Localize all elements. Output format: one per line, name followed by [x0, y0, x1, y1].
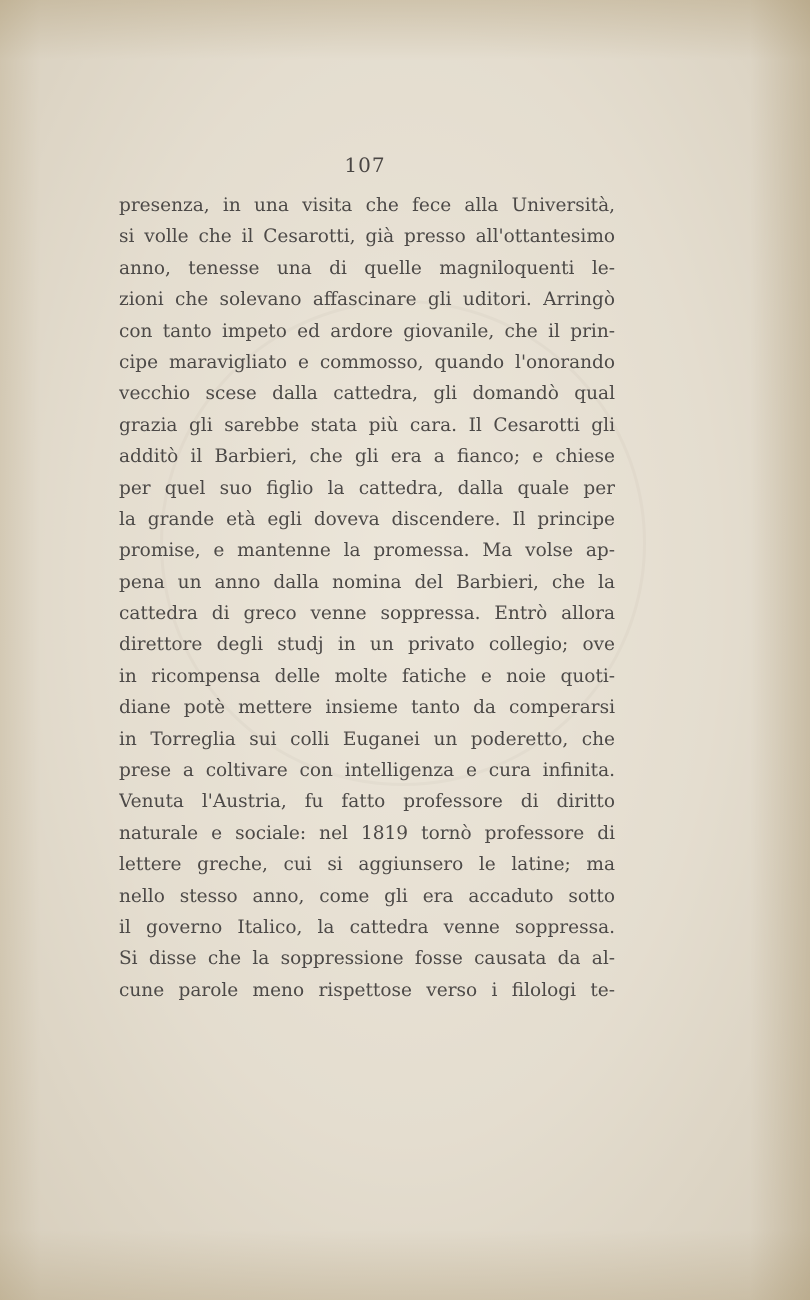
- text-line: il governo Italico, la cattedra venne soppressa.: [119, 916, 615, 938]
- text-line: zioni che solevano affascinare gli uditori. Arringò: [119, 289, 615, 311]
- aged-edge-bottom: [0, 1230, 810, 1300]
- text-line: Venuta l'Austria, fu fatto professore di diritto: [119, 791, 615, 813]
- aged-edge-left: [0, 0, 40, 1300]
- text-line: diane potè mettere insieme tanto da comperarsi: [119, 697, 615, 719]
- text-line: direttore degli studj in un privato collegio; ove: [119, 634, 615, 656]
- text-line: pena un anno dalla nomina del Barbieri, che la: [119, 571, 615, 593]
- text-line: anno, tenesse una di quelle magniloquenti le-: [119, 257, 615, 279]
- text-line: cattedra di greco venne soppressa. Entrò allora: [119, 603, 615, 625]
- text-line: additò il Barbieri, che gli era a fianco; e chiese: [119, 446, 615, 468]
- text-line: cipe maravigliato e commosso, quando l'onorando: [119, 351, 615, 373]
- text-line: cune parole meno rispettose verso i filologi te-: [119, 979, 615, 1001]
- aged-edge-top: [0, 0, 810, 60]
- text-line: promise, e mantenne la promessa. Ma volse ap-: [119, 540, 615, 562]
- text-line: naturale e sociale: nel 1819 tornò professore di: [119, 822, 615, 844]
- text-line: la grande età egli doveva discendere. Il principe: [119, 508, 615, 530]
- text-line: prese a coltivare con intelligenza e cura infinita.: [119, 760, 615, 782]
- text-line: presenza, in una visita che fece alla Università,: [119, 195, 615, 216]
- aged-edge-right: [750, 0, 810, 1300]
- text-line: Si disse che la soppressione fosse causata da al-: [119, 948, 615, 970]
- page-number: 107: [344, 153, 386, 177]
- body-text: [119, 190, 615, 1006]
- text-line: vecchio scese dalla cattedra, gli domandò qual: [119, 383, 615, 405]
- text-line: in Torreglia sui colli Euganei un poderetto, che: [119, 728, 615, 750]
- text-line: si volle che il Cesarotti, già presso all'ottantesimo: [119, 226, 615, 248]
- text-line: con tanto impeto ed ardore giovanile, che il prin-: [119, 320, 615, 342]
- text-line: per quel suo figlio la cattedra, dalla quale per: [119, 477, 615, 499]
- text-line: grazia gli sarebbe stata più cara. Il Cesarotti gli: [119, 414, 615, 436]
- text-line: nello stesso anno, come gli era accaduto sotto: [119, 885, 615, 907]
- text-line: lettere greche, cui si aggiunsero le latine; ma: [119, 854, 615, 876]
- text-line: in ricompensa delle molte fatiche e noie quoti-: [119, 665, 615, 687]
